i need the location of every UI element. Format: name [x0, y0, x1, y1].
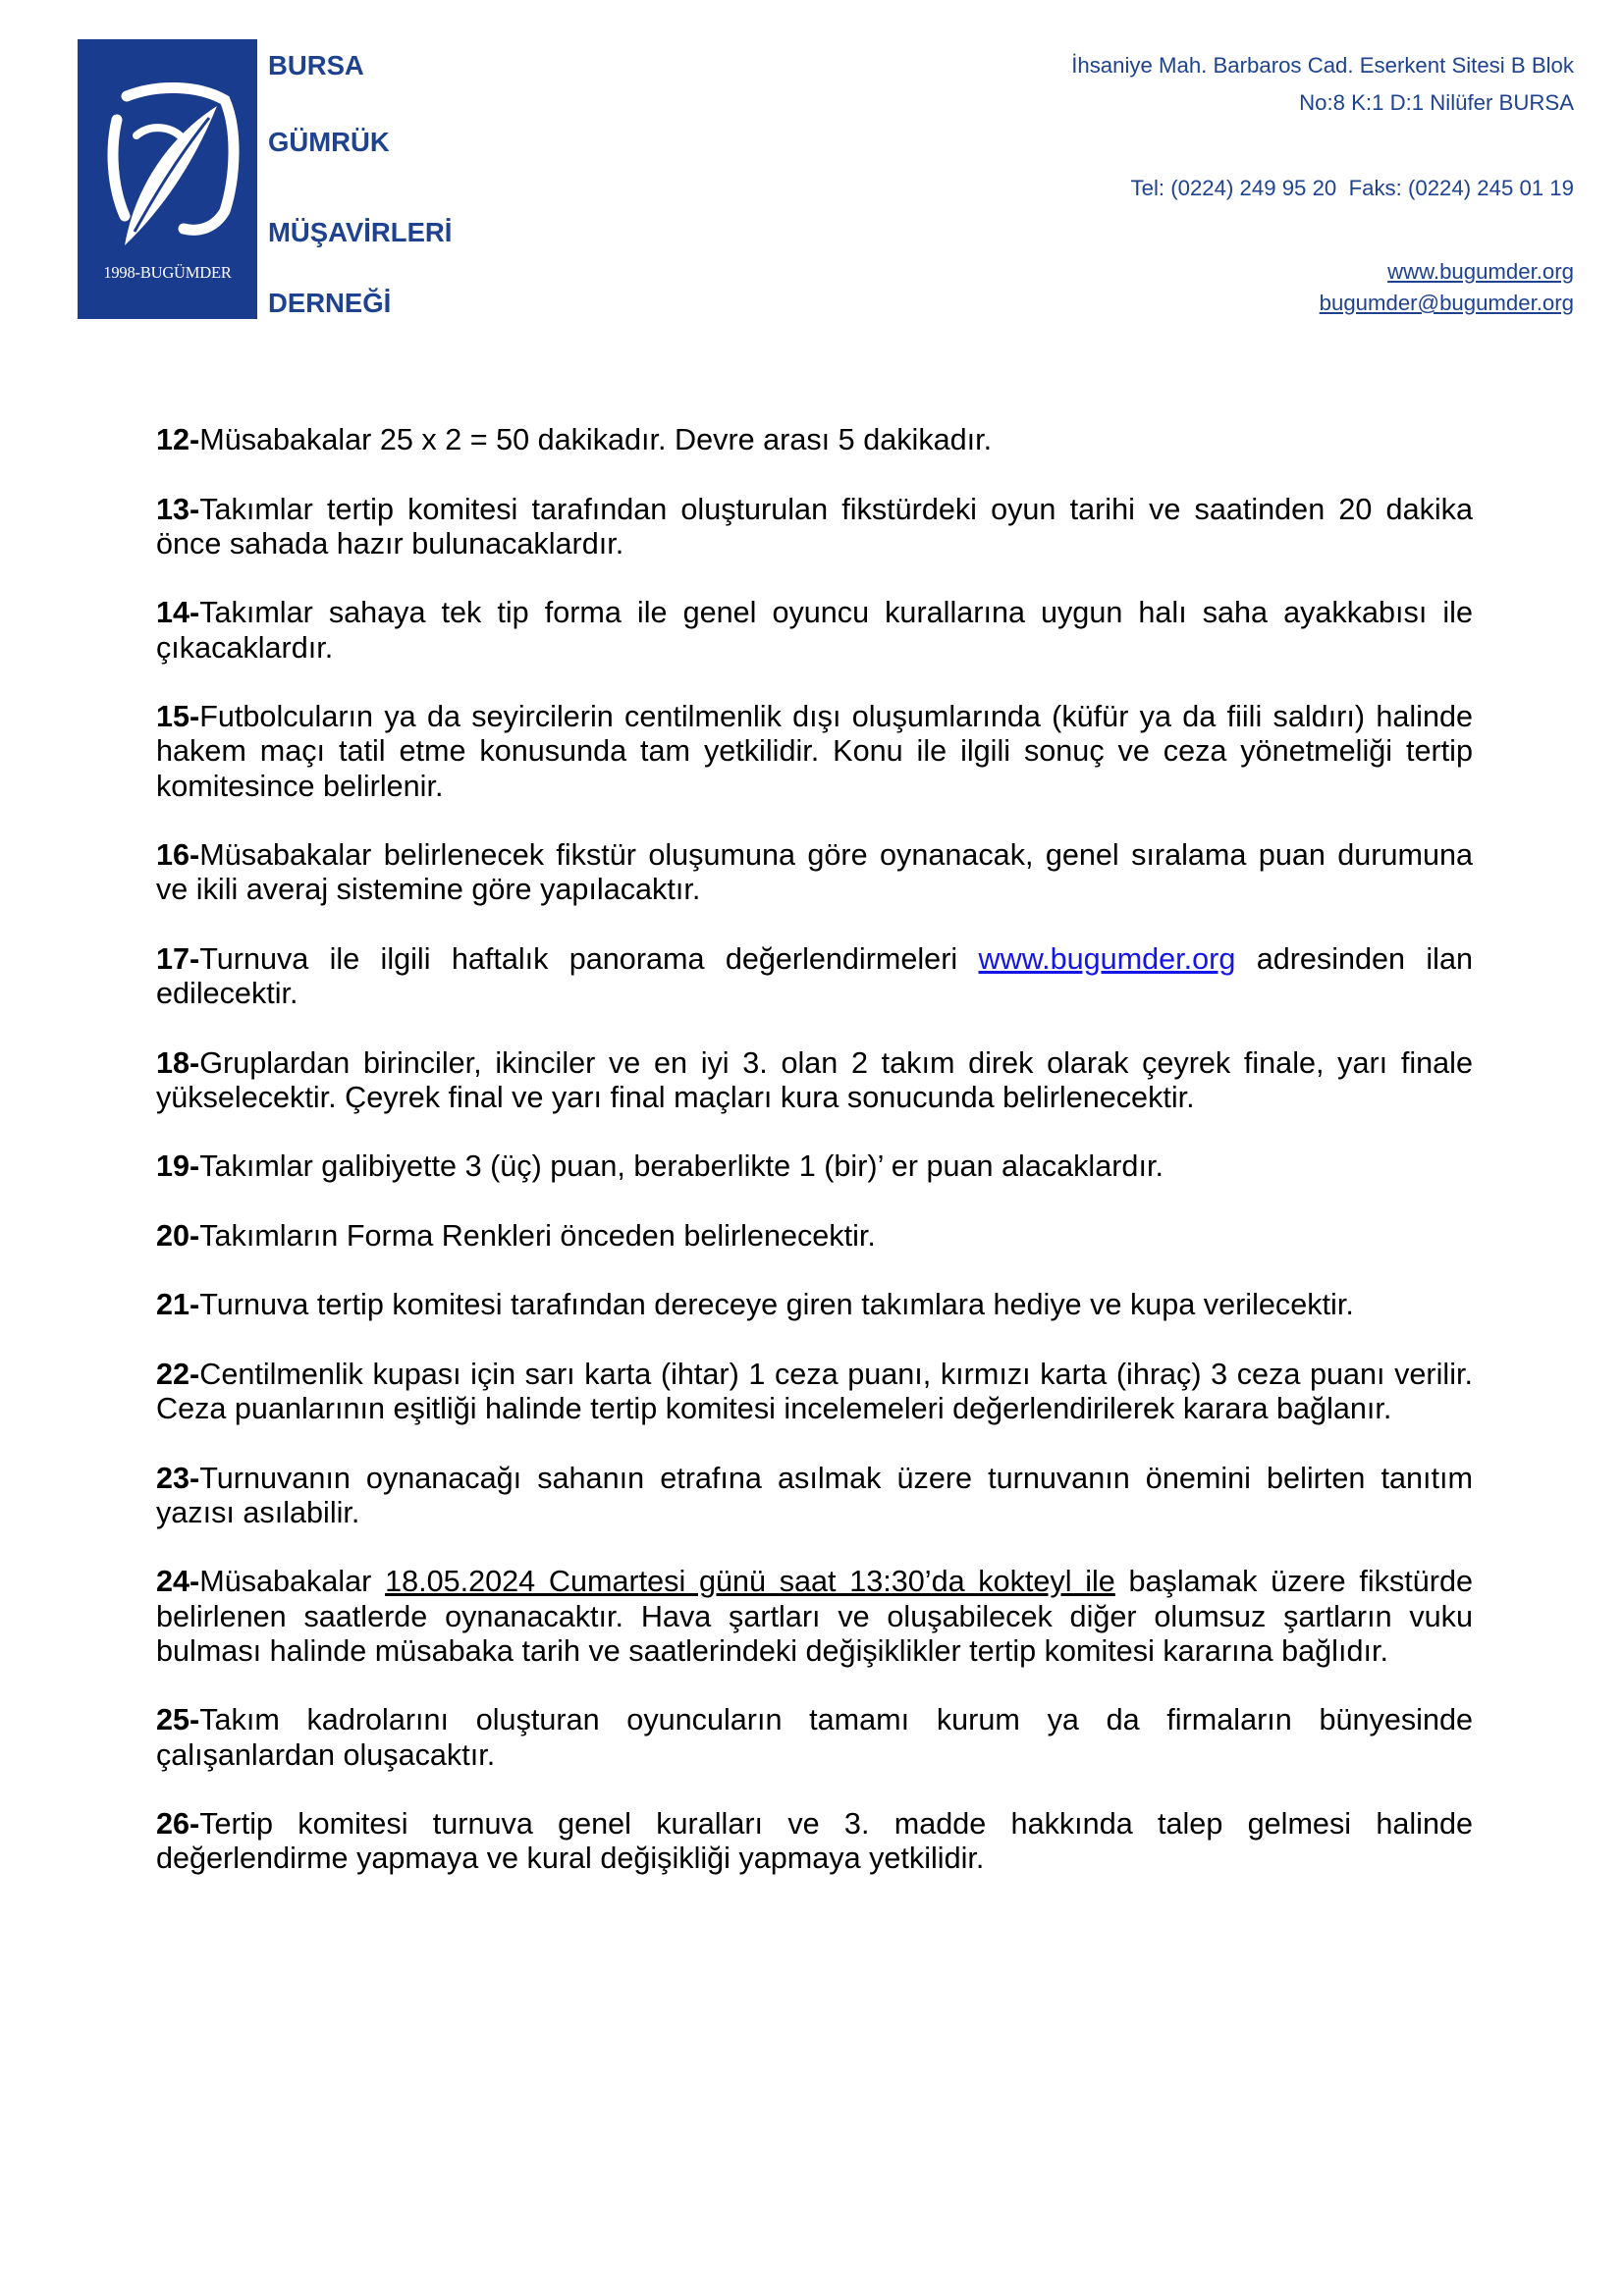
text-line: [156, 1807, 1473, 1842]
line-text: başlamak üzere fikstürde: [1114, 1565, 1473, 1599]
article-number: 25-: [156, 1703, 200, 1737]
article-16: [156, 838, 1473, 908]
article-number: 15-: [156, 700, 200, 733]
line-text: adresinden ilan: [1235, 941, 1473, 976]
org-name-line-4: DERNEĞİ: [268, 288, 392, 318]
line-text: Centilmenlik kupası için sarı karta (ihtar) 1 ceza puanı, kırmızı karta (ihraç) 3 ceza puanı verilir.: [199, 1357, 1473, 1391]
text-line: [156, 1149, 1473, 1184]
text-line: yazısı asılabilir.: [156, 1495, 360, 1529]
phone-fax: Tel: (0224) 249 95 20 Faks: (0224) 245 01 19: [1130, 176, 1574, 200]
text-line: önce sahada hazır bulunacaklardır.: [156, 526, 624, 561]
text-line: [156, 700, 1473, 734]
line-text: Turnuvanın oynanacağı sahanın etrafına asılmak üzere turnuvanın önemini belirten tanıtım: [199, 1461, 1473, 1495]
article-13: [156, 493, 1473, 562]
article-number: 16-: [156, 838, 200, 872]
document-body: [156, 423, 1473, 1911]
article-12: [156, 423, 1473, 457]
article-number: 22-: [156, 1357, 200, 1391]
article-21: [156, 1288, 1473, 1322]
text-line: çıkacaklardır.: [156, 630, 334, 665]
article-14: [156, 596, 1473, 666]
article-number: 20-: [156, 1218, 200, 1253]
line-text: Müsabakalar: [199, 1565, 386, 1599]
address-line-2: No:8 K:1 D:1 Nilüfer BURSA: [1299, 90, 1574, 115]
text-line: [156, 493, 1473, 527]
text-line: [156, 1219, 1473, 1254]
article-number: 18-: [156, 1045, 200, 1080]
text-line: [156, 1046, 1473, 1081]
text-line: komitesince belirlenir.: [156, 769, 444, 803]
email-link[interactable]: bugumder@bugumder.org: [1319, 291, 1574, 315]
line-text: Takımlar tertip komitesi tarafından oluşturulan fikstürdeki oyun tarihi ve saatinden 20 dakika: [199, 492, 1473, 526]
website-link[interactable]: www.bugumder.org: [1387, 259, 1574, 284]
article-number: 23-: [156, 1461, 200, 1495]
address-line-1: İhsaniye Mah. Barbaros Cad. Eserkent Sitesi B Blok: [1071, 53, 1574, 78]
line-text: Turnuva ile ilgili haftalık panorama değerlendirmeleri: [199, 941, 979, 976]
line-text: Tertip komitesi turnuva genel kuralları ve 3. madde hakkında talep gelmesi halinde: [199, 1807, 1473, 1841]
underlined-date-text: 18.05.2024 Cumartesi günü saat 13:30’da kokteyl ile: [385, 1565, 1115, 1599]
text-line: [156, 838, 1473, 873]
article-24: [156, 1565, 1473, 1669]
line-text: Takımlar sahaya tek tip forma ile genel oyuncu kurallarına uygun halı saha ayakkabısı ile: [199, 596, 1473, 630]
article-25: [156, 1703, 1473, 1773]
text-line: yükselecektir. Çeyrek final ve yarı final maçları kura sonucunda belirlenecektir.: [156, 1080, 1195, 1114]
text-line: [156, 423, 1473, 457]
article-number: 26-: [156, 1807, 200, 1841]
org-name-line-2: GÜMRÜK: [268, 127, 390, 157]
article-15: [156, 700, 1473, 804]
association-logo: [78, 39, 257, 319]
text-line: Ceza puanlarının eşitliği halinde tertip komitesi incelemeleri değerlendirilerek karara bağlanır.: [156, 1392, 1392, 1425]
text-line: çalışanlardan oluşacaktır.: [156, 1737, 496, 1772]
article-number: 19-: [156, 1149, 200, 1184]
article-number: 13-: [156, 492, 200, 526]
text-line: [156, 596, 1473, 630]
line-text: Müsabakalar belirlenecek fikstür oluşumuna göre oynanacak, genel sıralama puan durumuna: [199, 838, 1473, 872]
line-text: Takımların Forma Renkleri önceden belirlenecektir.: [199, 1218, 876, 1253]
article-number: 17-: [156, 941, 200, 976]
article-23: [156, 1462, 1473, 1531]
article-number: 21-: [156, 1288, 200, 1322]
article-22: [156, 1358, 1473, 1427]
line-text: Takımlar galibiyette 3 (üç) puan, beraberlikte 1 (bir)’ er puan alacaklardır.: [199, 1149, 1164, 1184]
text-line: ve ikili averaj sistemine göre yapılacaktır.: [156, 873, 701, 907]
article-number: 14-: [156, 596, 200, 630]
line-text: Futbolcuların ya da seyircilerin centilmenlik dışı oluşumlarında (küfür ya da fiili saldırı) halinde: [199, 700, 1473, 733]
text-line: [156, 1462, 1473, 1496]
org-name-line-1: BURSA: [268, 50, 364, 80]
logo-caption: 1998-BUGÜMDER: [103, 263, 232, 282]
text-line: belirlenen saatlerde oynanacaktır. Hava şartları ve oluşabilecek diğer olumsuz şartların vuku: [156, 1599, 1473, 1633]
article-19: [156, 1149, 1473, 1184]
org-name-line-3: MÜŞAVİRLERİ: [268, 217, 453, 247]
article-number: 12-: [156, 423, 200, 456]
line-text: Gruplardan birinciler, ikinciler ve en iyi 3. olan 2 takım direk olarak çeyrek finale, yarı finale: [199, 1045, 1473, 1080]
text-line: edilecektir.: [156, 977, 298, 1010]
website-inline-link[interactable]: www.bugumder.org: [978, 941, 1236, 976]
text-line: [156, 1703, 1473, 1737]
article-20: [156, 1219, 1473, 1254]
article-number: 24-: [156, 1565, 200, 1599]
article-17: [156, 942, 1473, 1012]
article-26: [156, 1807, 1473, 1877]
text-line: [156, 1288, 1473, 1322]
text-line: bulması halinde müsabaka tarih ve saatlerindeki değişiklikler tertip komitesi kararına bağlıdır.: [156, 1633, 1388, 1668]
text-line: [156, 1358, 1473, 1392]
text-line: [156, 1565, 1473, 1599]
text-line: hakem maçı tatil etme konusunda tam yetkilidir. Konu ile ilgili sonuç ve ceza yönetmeliği tertip: [156, 734, 1473, 769]
text-line: değerlendirme yapmaya ve kural değişikliği yapmaya yetkilidir.: [156, 1842, 985, 1876]
line-text: Müsabakalar 25 x 2 = 50 dakikadır. Devre arası 5 dakikadır.: [199, 423, 993, 456]
article-18: [156, 1046, 1473, 1116]
line-text: Turnuva tertip komitesi tarafından dereceye giren takımlara hediye ve kupa verilecektir.: [199, 1288, 1354, 1322]
text-line: [156, 942, 1473, 977]
line-text: Takım kadrolarını oluşturan oyuncuların tamamı kurum ya da firmaların bünyesinde: [199, 1703, 1473, 1737]
